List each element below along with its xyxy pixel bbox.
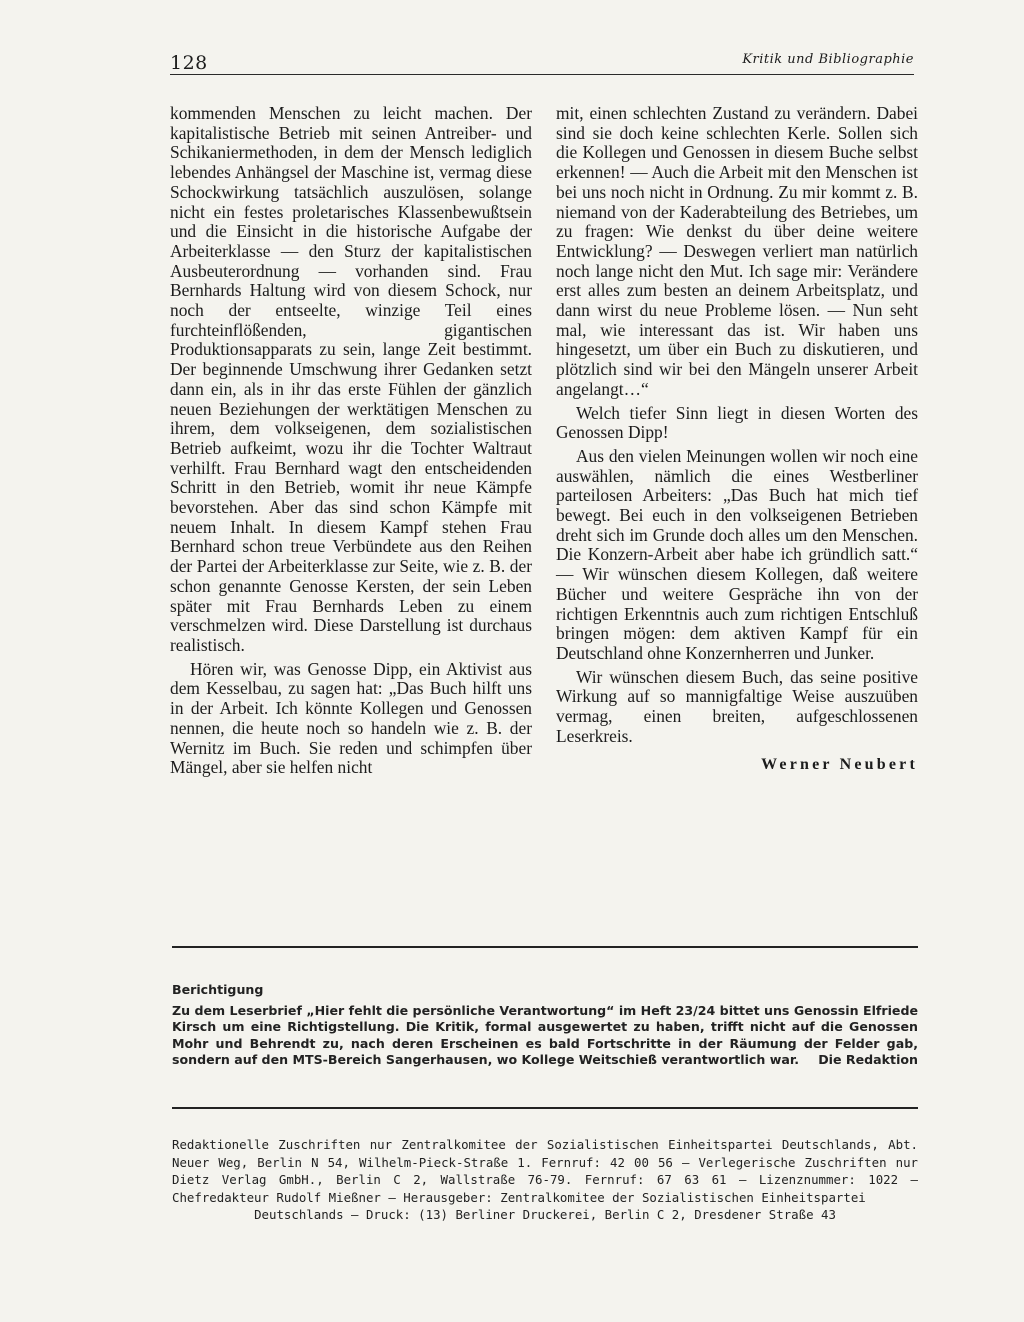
right-paragraph-4: Wir wünschen diesem Buch, das seine positive Wirkung auf so mannigfaltige Weise auszuüben vermag, einen breiten, aufgeschlossenen Leserkreis. — [556, 666, 918, 746]
running-head: Kritik und Bibliographie — [742, 52, 914, 67]
page-number: 128 — [170, 52, 208, 74]
correction-signature: Die Redaktion — [818, 1052, 918, 1068]
right-paragraph-3: Aus den vielen Meinungen wollen wir noch eine auswählen, nämlich die eines Westberliner parteilosen Arbeiters: „Das Buch hat mich tief bewegt. Bei euch in den volkseigenen Betrieben dreht sich im Grunde doch alles um den Menschen. Die Konzern-Arbeit aber habe ich gründlich satt.“ — Wir wünschen diesem Kollegen, daß weitere Bücher und weitere Gespräche ihn von der richtigen Erkenntnis auch zum richtigen Entschluß bringen mögen: dem aktiven Kampf für ein Deutschland ohne Konzernherren und Junker. — [556, 445, 918, 663]
left-column — [170, 104, 532, 778]
correction-text: Zu dem Leserbrief „Hier fehlt die persönliche Verantwortung“ im Heft 23/24 bittet uns Genossin Elfriede Kirsch um eine Richtigstellung. Die Kritik, formal ausgewertet zu haben, trifft nicht auf die Genossen Mohr und Behrendt zu, nach deren Erscheinen es bald Fortschritte in der Räumung der Felder gab, sondern auf den MTS-Bereich Sangerhausen, wo Kollege Weitschieß verantwortlich war. — [172, 1002, 918, 1068]
correction-body — [172, 1003, 918, 1069]
imprint-rule — [172, 1107, 918, 1109]
imprint-last-line: Deutschlands — Druck: (13) Berliner Druckerei, Berlin C 2, Dresdener Straße 43 — [254, 1207, 836, 1223]
correction-notice — [172, 982, 918, 1069]
section-rule — [172, 946, 918, 948]
left-paragraph-2: Hören wir, was Genosse Dipp, ein Aktivist aus dem Kesselbau, zu sagen hat: „Das Buch hilft uns in der Arbeit. Ich könnte Kollegen und Genossen nennen, die heute noch so handeln wie z. B. der Wernitz im Buch. Sie reden und schimpfen über Mängel, aber sie helfen nicht — [170, 658, 532, 778]
left-paragraph-1: kommenden Menschen zu leicht machen. Der kapitalistische Betrieb mit seinen Antreiber- und Schikaniermethoden, in dem der Mensch lediglich lebendes Anhängsel der Maschine ist, vermag diese Schockwirkung tatsächlich auszulösen, solange nicht ein festes proletarisches Klassenbewußtsein und die Einsicht in die historische Aufgabe der Arbeiterklasse — den Sturz der kapitalistischen Ausbeuterordnung — vorhanden sind. Frau Bernhards Haltung wird von diesem Schock, nur noch der entseelte, winzige Teil eines furchteinflößenden, gigantischen Produktionsapparats zu sein, lange Zeit bestimmt. Der beginnende Umschwung ihrer Gedanken setzt dann ein, als in ihr das erste Fühlen der gänzlich neuen Beziehungen der werktätigen Menschen zu ihrem, dem volkseigenen, dem sozialistischen Betrieb aufkeimt, wozu ihr die Tochter Waltraut verhilft. Frau Bernhard wagt den entscheidenden Schritt in den Betrieb, womit ihr neue Kämpfe bevorstehen. Aber das sind schon Kämpfe mit neuem Inhalt. In diesem Kampf stehen Frau Bernhard schon treue Verbündete aus den Reihen der Partei der Arbeiterklasse zur Seite, wie z. B. der schon genannte Genosse Kersten, der sein Leben später mit Frau Bernhards Leben zu einem verschmelzen wird. Diese Darstellung ist durchaus realistisch. — [170, 103, 532, 655]
right-paragraph-2: Welch tiefer Sinn liegt in diesen Worten des Genossen Dipp! — [556, 402, 918, 443]
imprint — [172, 1136, 918, 1224]
right-column — [556, 104, 918, 774]
author-signature: Werner Neubert — [761, 755, 918, 773]
right-paragraph-1: mit, einen schlechten Zustand zu verändern. Dabei sind sie doch keine schlechten Kerle. Sollen sich die Kollegen und Genossen in diesem Buche selbst erkennen! — Auch die Arbeit mit den Menschen ist bei uns noch nicht in Ordnung. Zu mir kommt z. B. niemand von der Kaderabteilung des Betriebes, um zu fragen: Wie denkst du über deine weitere Entwicklung? — Deswegen verliert man natürlich noch lange nicht den Mut. Ich sage mir: Verändere erst alles zum besten an deinem Arbeitsplatz, und dann wirst du neue Probleme lösen. — Nun seht mal, wie interessant das ist. Wir haben uns hingesetzt, um über ein Buch zu diskutieren, und plötzlich sind wir bei den Mängeln unserer Arbeit angelangt…“ — [556, 103, 918, 399]
header-rule — [170, 74, 914, 75]
imprint-text: Redaktionelle Zuschriften nur Zentralkomitee der Sozialistischen Einheitspartei Deutschlands, Abt. Neuer Weg, Berlin N 54, Wilhelm-Pieck-Straße 1. Fernruf: 42 00 56 — Verlegerische Zuschriften nur Dietz Verlag GmbH., Berlin C 2, Wallstraße 76-79. Fernruf: 67 63 61 — Lizenznummer: 1022 — Chefredakteur Rudolf Mießner — Herausgeber: Zentralkomitee der Sozialistischen Einheitspartei — [172, 1137, 918, 1205]
correction-title: Berichtigung — [172, 982, 264, 997]
